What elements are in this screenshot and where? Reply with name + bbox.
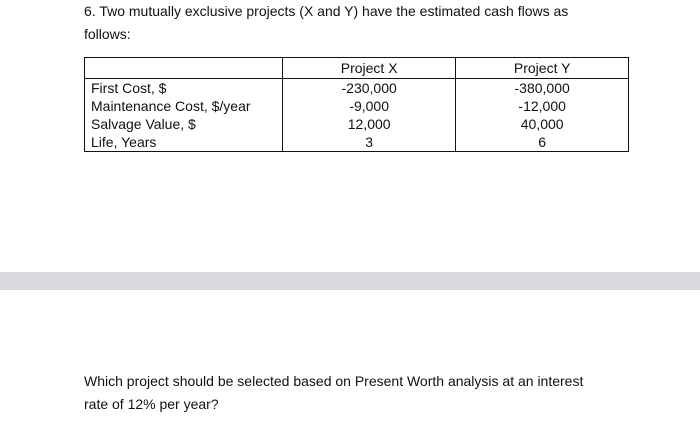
table-header-project-y: Project Y xyxy=(456,58,629,79)
question-intro-line: follows: xyxy=(84,26,131,42)
row-label: Maintenance Cost, $/year xyxy=(85,97,283,115)
project-y-value: -12,000 xyxy=(456,97,629,115)
project-y-value: 6 xyxy=(456,133,629,152)
question-ask xyxy=(84,370,684,416)
question-ask-line: Which project should be selected based on Present Worth analysis at an interest xyxy=(84,373,584,389)
project-x-value: 3 xyxy=(283,133,456,152)
project-x-value: -9,000 xyxy=(283,97,456,115)
question-intro xyxy=(84,0,644,46)
project-y-value: -380,000 xyxy=(456,79,629,98)
project-x-value: 12,000 xyxy=(283,115,456,133)
table-header-row xyxy=(85,58,629,79)
table-header-empty xyxy=(85,58,283,79)
row-label: Life, Years xyxy=(85,133,283,152)
row-label: Salvage Value, $ xyxy=(85,115,283,133)
cash-flow-table xyxy=(84,57,629,152)
row-label: First Cost, $ xyxy=(85,79,283,98)
table-row xyxy=(85,115,629,133)
table-row xyxy=(85,79,629,98)
table-row xyxy=(85,97,629,115)
project-x-value: -230,000 xyxy=(283,79,456,98)
question-ask-line: rate of 12% per year? xyxy=(84,396,219,412)
table-row xyxy=(85,133,629,152)
question-intro-line: 6. Two mutually exclusive projects (X and Y) have the estimated cash flows as xyxy=(84,3,569,19)
divider-band xyxy=(0,272,700,290)
table-header-project-x: Project X xyxy=(283,58,456,79)
project-y-value: 40,000 xyxy=(456,115,629,133)
